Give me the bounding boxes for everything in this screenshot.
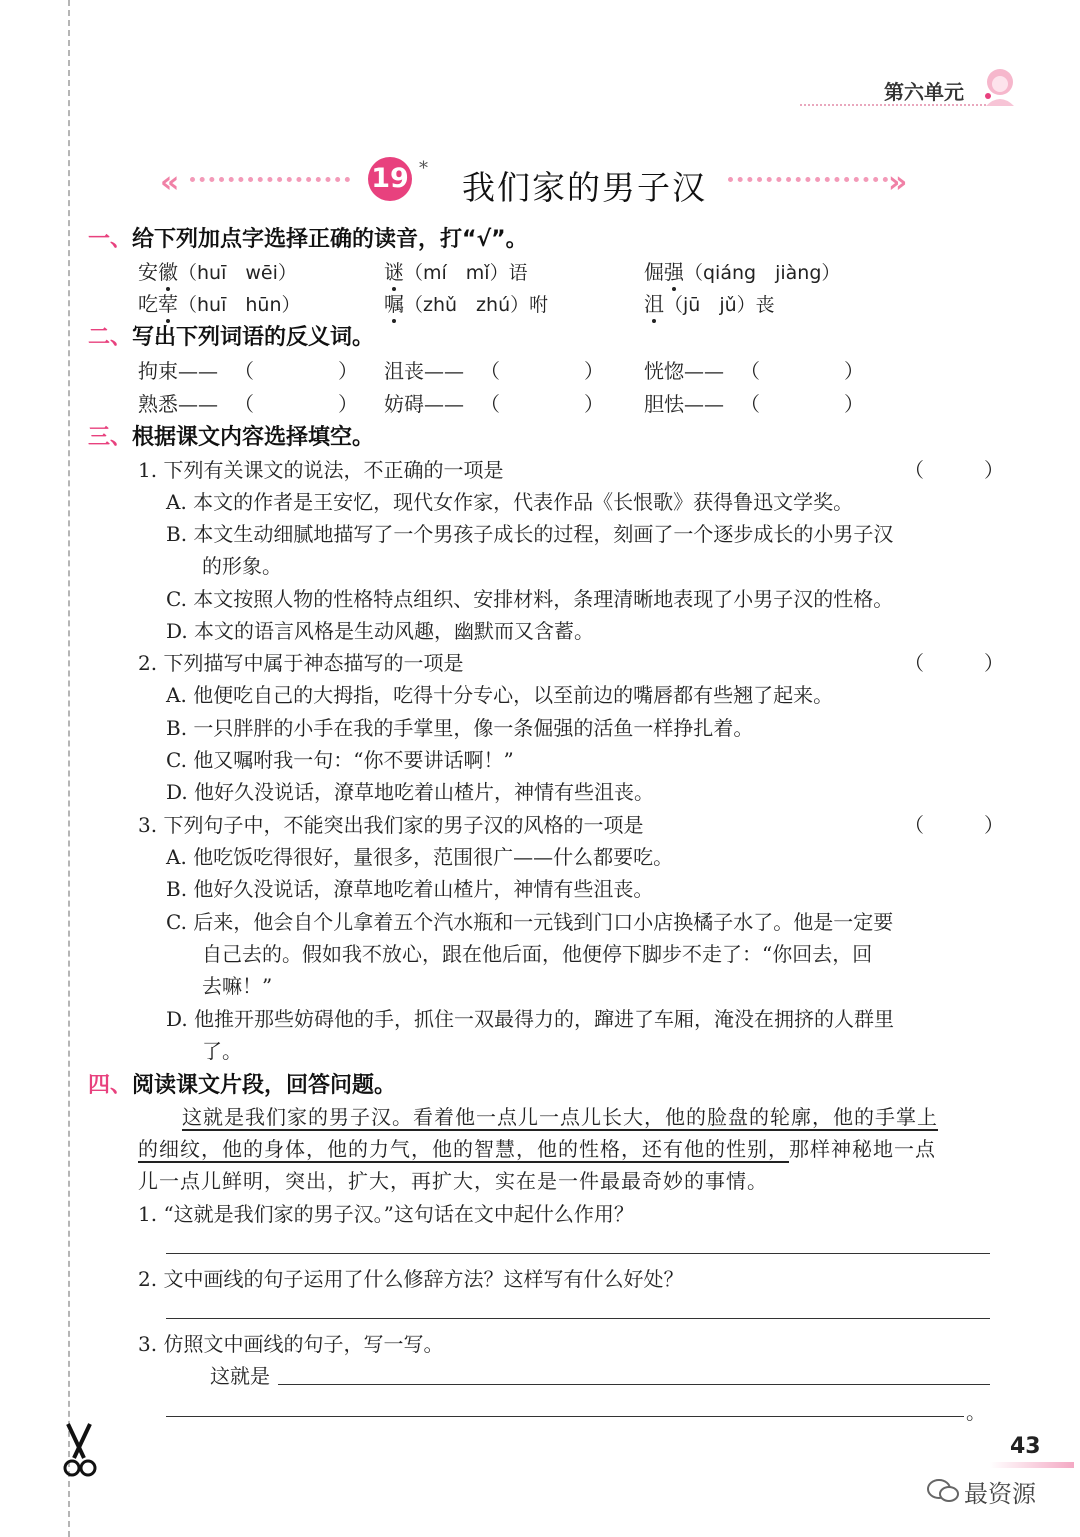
antonym-word-2: 沮丧—— [384,359,464,383]
pinyin-item-6: 沮（jū jǔ）丧 [644,292,775,316]
option-text: A. 他吃饭吃得很好，量很多，范围很广——什么都要吃。 [166,845,674,869]
wechat-icon [926,1478,960,1504]
option-text: B. 一只胖胖的小手在我的手掌里，像一条倔强的活鱼一样挣扎着。 [166,716,754,740]
passage-line-2: 的细纹，他的身体，他的力气，他的智慧，他的性格，还有他的性别，那样神秘地一点 [138,1137,936,1161]
question-4-2: 2. 文中画线的句子运用了什么修辞方法？这样写有什么好处？ [138,1267,684,1291]
section-4-title: 四、阅读课文片段，回答问题。 [88,1073,397,1098]
option-text: D. 他推开那些妨碍他的手，抓住一双最得力的，蹿进了车厢，淹没在拥挤的人群里 [166,1007,895,1031]
pinyin-item-5: 嘱（zhǔ zhú）咐 [384,292,549,316]
section-2-title: 二、写出下列词语的反义词。 [88,325,375,350]
antonym-word-6: 胆怯—— [644,392,724,416]
passage-line-1: 这就是我们家的男子汉。看着他一点儿一点儿长大，他的脸盘的轮廓，他的手掌上 [182,1105,938,1129]
title-dots-left [190,177,350,182]
antonym-paren-close: ） [844,392,864,416]
antonym-word-5: 妨碍—— [384,392,464,416]
lesson-title: 我们家的男子汉 [462,168,707,207]
antonym-paren-open: （ [740,359,760,383]
sentence-end: 。 [966,1400,986,1424]
antonym-paren-close: ） [584,359,604,383]
antonym-paren-open: （ [234,359,254,383]
unit-label: 第六单元 [884,80,964,104]
option-text: C. 他又嘱咐我一句：“你不要讲话啊！” [166,748,514,772]
title-dots-right [728,177,888,182]
pinyin-item-2: 谜（mí mǐ）语 [384,260,528,284]
page-number-bar [990,1462,1074,1468]
option-text: 去嘛！” [202,974,273,998]
answer-line[interactable] [278,1384,990,1385]
option-text: A. 本文的作者是王安忆，现代女作家，代表作品《长恨歌》获得鲁迅文学奖。 [166,490,854,514]
page-number: 43 [1010,1434,1041,1459]
option-text: C. 本文按照人物的性格特点组织、安排材料，条理清晰地表现了小男子汉的性格。 [166,587,894,611]
option-text: 自己去的。假如我不放心，跟在他后面，他便停下脚步不走了：“你回去，回 [202,942,873,966]
antonym-word-4: 熟悉—— [138,392,218,416]
lesson-star: * [419,158,428,179]
question-3-2: 2. 下列描写中属于神态描写的一项是 [138,651,464,675]
imitation-prefix: 这就是 [210,1364,270,1388]
option-text: B. 本文生动细腻地描写了一个男孩子成长的过程，刻画了一个逐步成长的小男子汉 [166,522,894,546]
section-3-title: 三、根据课文内容选择填空。 [88,425,375,450]
antonym-paren-close: ） [338,359,358,383]
option-text: D. 他好久没说话，潦草地吃着山楂片，神情有些沮丧。 [166,780,655,804]
scissors-icon [58,1420,102,1480]
antonym-paren-close: ） [844,359,864,383]
antonym-paren-open: （ [480,392,500,416]
answer-line[interactable] [166,1318,990,1319]
option-text: B. 他好久没说话，潦草地吃着山楂片，神情有些沮丧。 [166,877,654,901]
lesson-number: 19 [368,157,412,201]
antonym-paren-open: （ [234,392,254,416]
question-3-3: 3. 下列句子中，不能突出我们家的男子汉的风格的一项是 [138,813,644,837]
pinyin-item-3: 倔强（qiáng jiàng） [644,260,841,284]
girl-icon [978,66,1018,112]
antonym-paren-open: （ [480,359,500,383]
antonym-paren-open: （ [740,392,760,416]
option-text: D. 本文的语言风格是生动风趣，幽默而又含蓄。 [166,619,595,643]
antonym-paren-close: ） [584,392,604,416]
left-chevron-icon: « [160,165,170,200]
antonym-word-1: 拘束—— [138,359,218,383]
answer-paren: （ ） [904,813,1004,837]
antonym-word-3: 恍惚—— [644,359,724,383]
section-1-title: 一、给下列加点字选择正确的读音，打“√”。 [88,227,528,252]
answer-line[interactable] [166,1416,964,1417]
option-text: C. 后来，他会自个儿拿着五个汽水瓶和一元钱到门口小店换橘子水了。他是一定要 [166,910,894,934]
answer-paren: （ ） [904,651,1004,675]
pinyin-item-4: 吃荤（huī hūn） [138,292,301,316]
option-text: A. 他便吃自己的大拇指，吃得十分专心，以至前边的嘴唇都有些翘了起来。 [166,683,834,707]
option-text: 的形象。 [202,554,282,578]
antonym-paren-close: ） [338,392,358,416]
watermark: 最资源 [964,1480,1036,1508]
question-3-1: 1. 下列有关课文的说法，不正确的一项是 [138,458,504,482]
answer-line[interactable] [166,1253,990,1254]
option-text: 了。 [202,1039,242,1063]
pinyin-item-1: 安徽（huī wēi） [138,260,297,284]
cut-line [68,0,70,1537]
passage-line-3: 儿一点儿鲜明，突出，扩大，再扩大，实在是一件最最奇妙的事情。 [138,1169,768,1193]
question-4-3: 3. 仿照文中画线的句子，写一写。 [138,1332,444,1356]
right-chevron-icon: » [888,165,898,200]
answer-paren: （ ） [904,458,1004,482]
question-4-1: 1. “这就是我们家的男子汉。”这句话在文中起什么作用？ [138,1202,634,1226]
